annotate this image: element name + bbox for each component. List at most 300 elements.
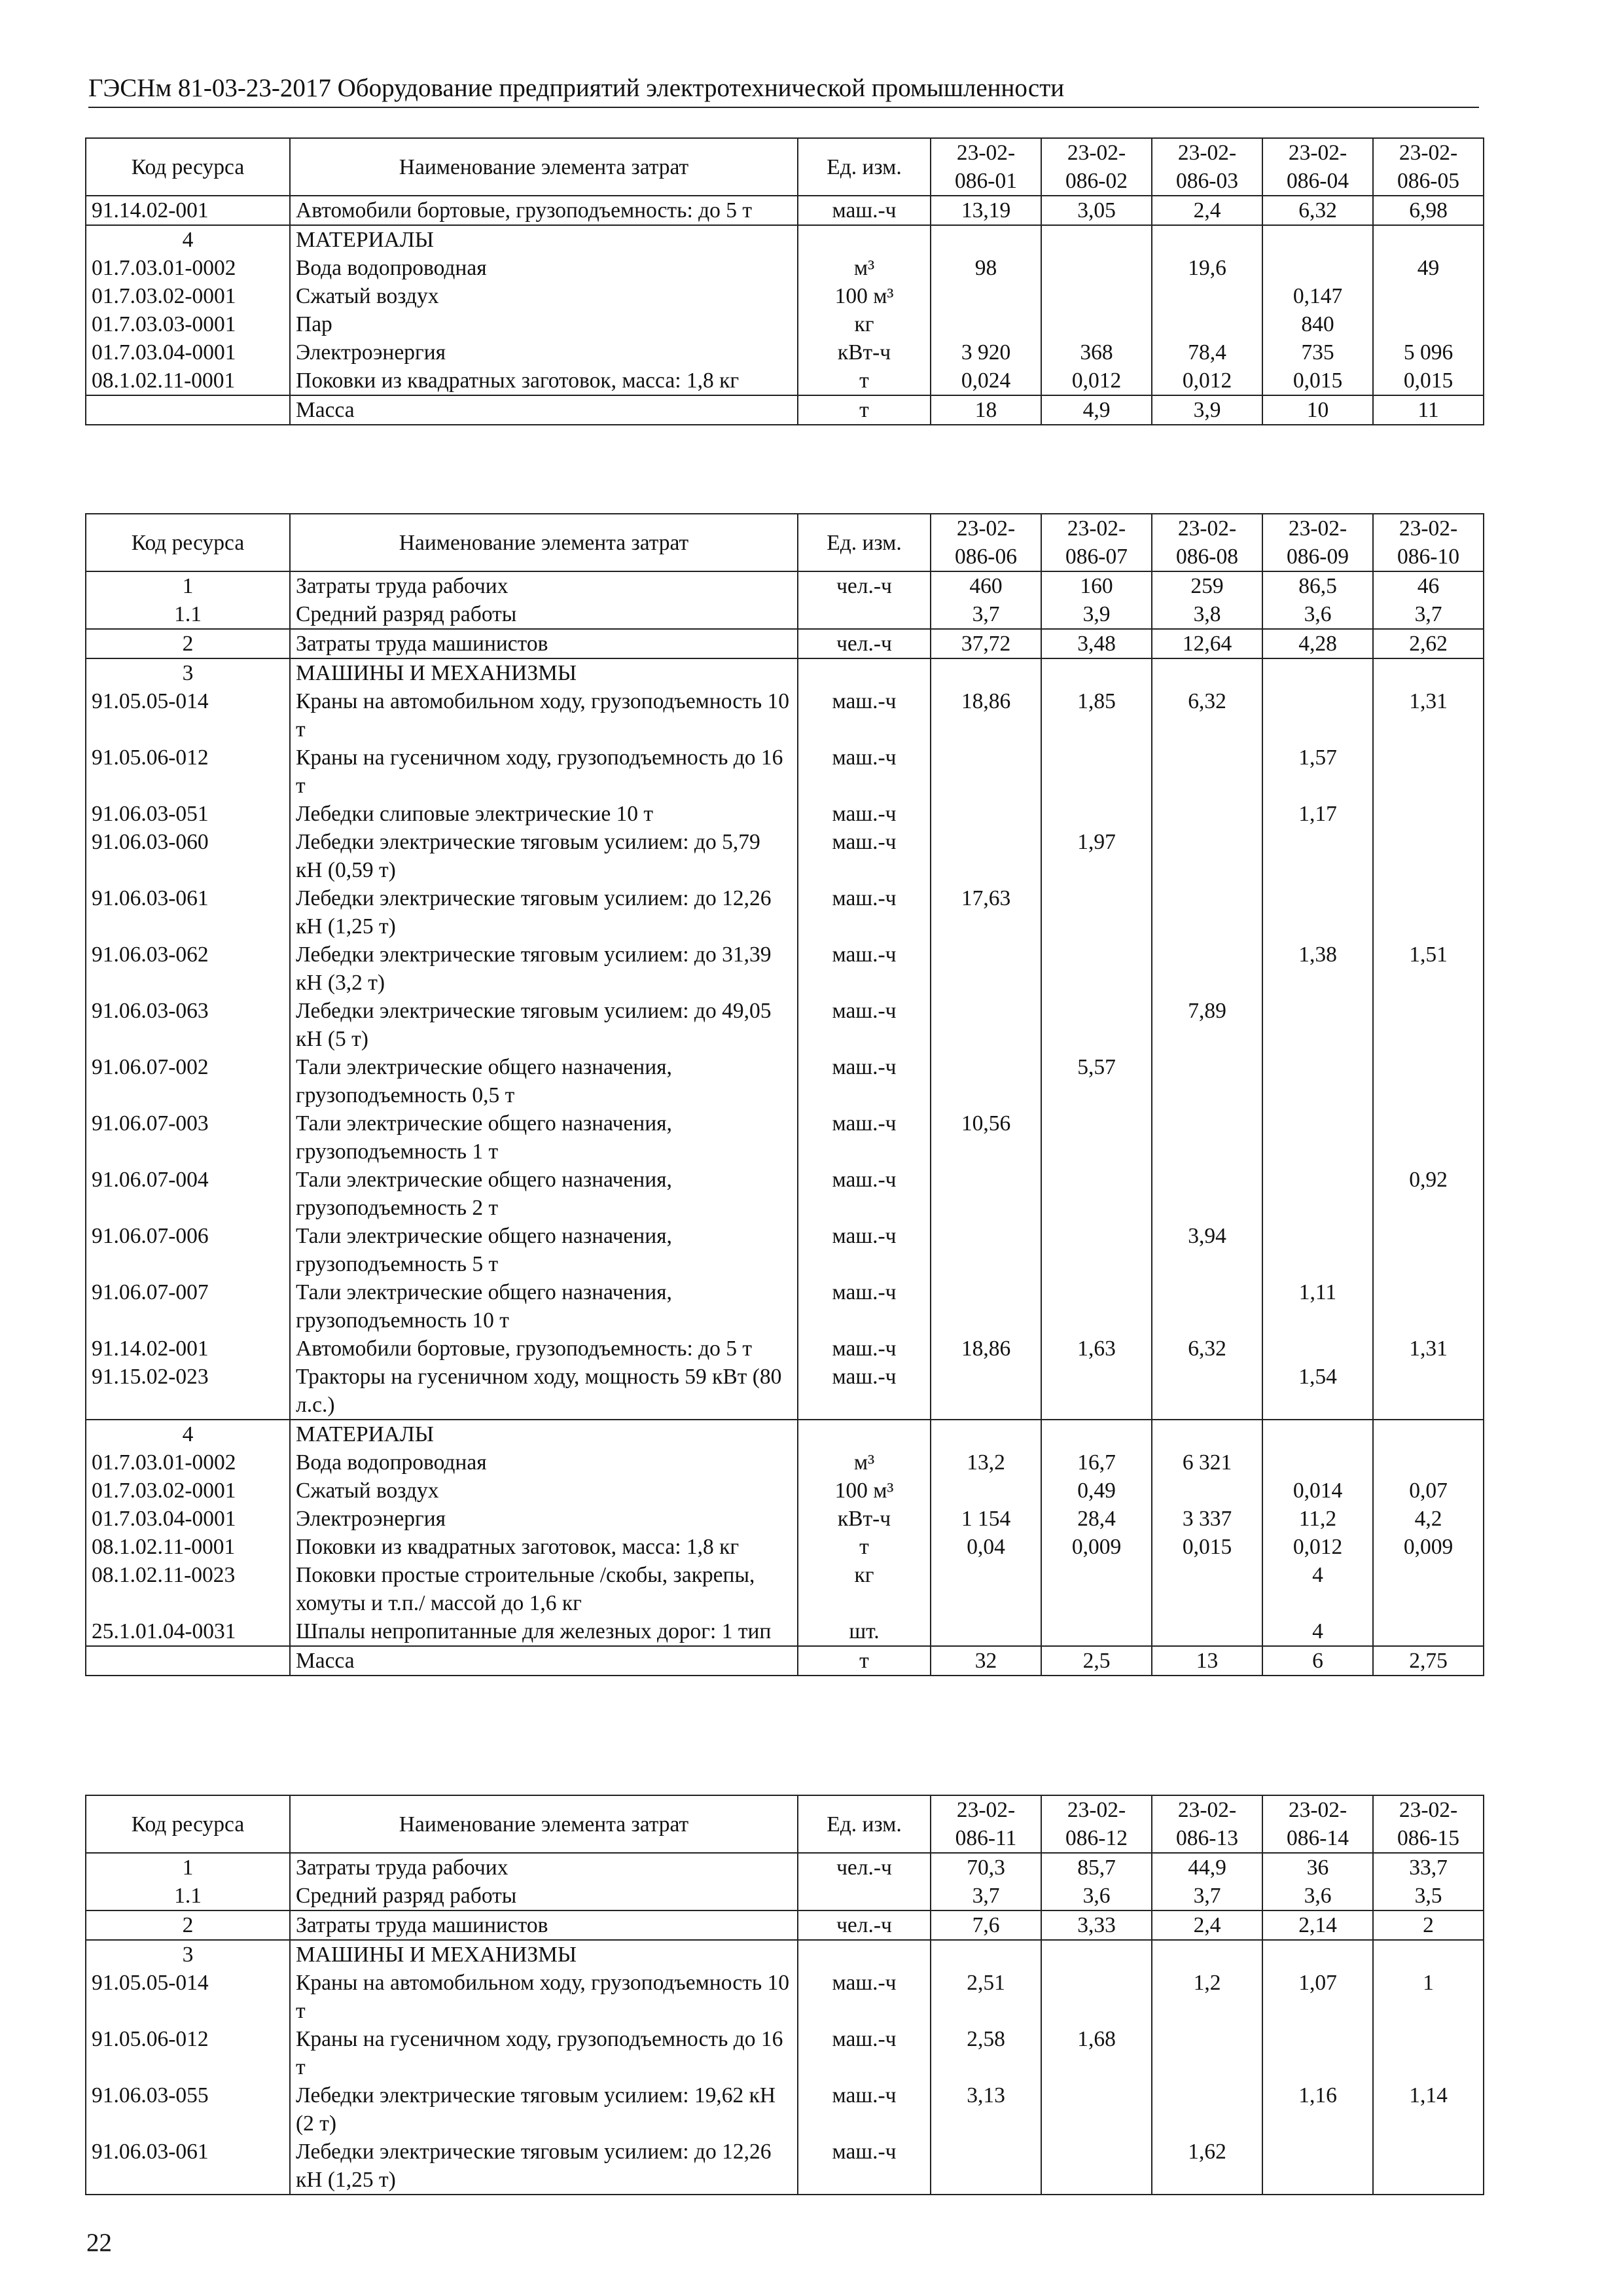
resource-value: 0,012 [1041,367,1152,395]
resource-value: 12,64 [1152,629,1262,658]
resource-name: Тали электрические общего назначения, грузоподъемность 5 т [290,1222,798,1278]
resource-unit: 100 м³ [798,282,931,310]
resource-unit: маш.-ч [798,884,931,941]
resource-unit [798,1940,931,1969]
resource-value [1262,687,1373,744]
resource-unit: маш.-ч [798,1166,931,1222]
resource-value [1373,828,1484,884]
resource-unit: маш.-ч [798,1109,931,1166]
resource-value: 4,2 [1373,1505,1484,1533]
resource-name: МАТЕРИАЛЫ [290,1420,798,1448]
resource-code: 91.06.03-063 [86,997,290,1053]
resource-value [1262,997,1373,1053]
resource-unit: маш.-ч [798,196,931,225]
resource-value: 78,4 [1152,338,1262,367]
resource-value [1152,310,1262,338]
resource-code: 1 [86,1853,290,1882]
resource-value: 3,13 [931,2081,1041,2138]
resource-value: 3,5 [1373,1882,1484,1910]
header-norm-code: 23-02- 086-10 [1373,514,1484,571]
resource-value [1041,1940,1152,1969]
resource-unit: чел.-ч [798,571,931,600]
resource-value [1041,1561,1152,1617]
resource-code: 01.7.03.03-0001 [86,310,290,338]
resource-name: Затраты труда машинистов [290,1910,798,1940]
resource-value: 6 321 [1152,1448,1262,1477]
resource-unit: шт. [798,1617,931,1646]
resource-value [1152,1278,1262,1335]
resource-value: 49 [1373,254,1484,282]
table-row [86,1053,1484,1109]
resource-value: 18,86 [931,1335,1041,1363]
resource-value: 1,38 [1262,941,1373,997]
resource-value [1152,1053,1262,1109]
resource-value [1373,2025,1484,2081]
resource-code: 2 [86,1910,290,1940]
table-row [86,884,1484,941]
resource-value [1152,828,1262,884]
resource-code: 01.7.03.04-0001 [86,1505,290,1533]
resource-value [1262,658,1373,687]
resource-value [1262,1053,1373,1109]
resource-value: 160 [1041,571,1152,600]
resource-value: 1,51 [1373,941,1484,997]
resource-unit: маш.-ч [798,2025,931,2081]
resource-value [1152,884,1262,941]
resource-unit: чел.-ч [798,629,931,658]
resource-value [931,1561,1041,1617]
resource-unit: т [798,1533,931,1561]
page-header-title: ГЭСНм 81-03-23-2017 Оборудование предприятий электротехнической промышленности [88,73,1479,108]
resource-code: 91.06.07-003 [86,1109,290,1166]
resource-code: 01.7.03.02-0001 [86,282,290,310]
resource-value [1152,225,1262,254]
header-code: Код ресурса [86,138,290,196]
resource-unit: маш.-ч [798,744,931,800]
header-name: Наименование элемента затрат [290,1795,798,1853]
resource-code: 3 [86,1940,290,1969]
resource-value [1152,1420,1262,1448]
resource-value [1262,1109,1373,1166]
resource-unit: маш.-ч [798,1363,931,1420]
resource-code: 08.1.02.11-0001 [86,1533,290,1561]
resource-value [931,1222,1041,1278]
resource-value [1041,884,1152,941]
resource-name: Лебедки электрические тяговым усилием: до 5,79 кН (0,59 т) [290,828,798,884]
resource-value: 37,72 [931,629,1041,658]
table-row [86,1910,1484,1940]
header-unit: Ед. изм. [798,514,931,571]
resource-value: 2,62 [1373,629,1484,658]
resource-value [1041,2081,1152,2138]
resource-unit: маш.-ч [798,1969,931,2025]
resource-value [1041,225,1152,254]
resource-value [1041,282,1152,310]
resource-value [931,1278,1041,1335]
resource-value: 6,32 [1152,687,1262,744]
resource-value [931,1166,1041,1222]
resource-value: 1,54 [1262,1363,1373,1420]
resource-value: 3,9 [1152,395,1262,425]
resource-code: 91.14.02-001 [86,196,290,225]
header-unit: Ед. изм. [798,138,931,196]
table-row [86,310,1484,338]
resource-code: 91.06.03-055 [86,2081,290,2138]
resource-value: 1,62 [1152,2138,1262,2195]
table-row [86,1166,1484,1222]
resource-name: Тали электрические общего назначения, грузоподъемность 0,5 т [290,1053,798,1109]
resource-value: 1,17 [1262,800,1373,828]
resource-value: 0,49 [1041,1477,1152,1505]
resource-value [931,997,1041,1053]
resource-name: Краны на автомобильном ходу, грузоподъемность 10 т [290,1969,798,2025]
resource-value [1041,1363,1152,1420]
resource-value: 3,7 [1373,600,1484,629]
resource-value: 3,6 [1262,600,1373,629]
resource-value [931,941,1041,997]
resource-code: 25.1.01.04-0031 [86,1617,290,1646]
resource-code: 91.05.06-012 [86,2025,290,2081]
resource-value [1041,310,1152,338]
resource-name: Автомобили бортовые, грузоподъемность: до 5 т [290,196,798,225]
resource-code [86,395,290,425]
resource-value [1152,800,1262,828]
resource-value [1373,1053,1484,1109]
resource-value [1152,1940,1262,1969]
resource-value: 86,5 [1262,571,1373,600]
resource-code: 4 [86,225,290,254]
resource-name: Вода водопроводная [290,254,798,282]
resource-unit [798,658,931,687]
resource-value [1373,997,1484,1053]
resource-value [931,1617,1041,1646]
resource-value: 735 [1262,338,1373,367]
resource-value: 10 [1262,395,1373,425]
table-header-row [86,1795,1484,1853]
resource-value: 0,147 [1262,282,1373,310]
resource-value: 3,7 [931,600,1041,629]
header-norm-code: 23-02- 086-14 [1262,1795,1373,1853]
resource-value [931,828,1041,884]
resource-value [1373,310,1484,338]
resource-value [931,1053,1041,1109]
table-row [86,800,1484,828]
table-row [86,1222,1484,1278]
resource-value: 1,11 [1262,1278,1373,1335]
resource-value [1152,2025,1262,2081]
resource-value: 13 [1152,1646,1262,1676]
resource-code: 08.1.02.11-0001 [86,367,290,395]
table-row [86,1420,1484,1448]
resource-value: 6,98 [1373,196,1484,225]
resource-value: 2,14 [1262,1910,1373,1940]
table-row [86,571,1484,600]
resource-value: 1 154 [931,1505,1041,1533]
resource-value [1262,1166,1373,1222]
resource-value: 0,009 [1041,1533,1152,1561]
resource-value: 3,7 [931,1882,1041,1910]
resource-value: 0,07 [1373,1477,1484,1505]
resource-unit: маш.-ч [798,687,931,744]
resource-value [1373,225,1484,254]
table-row [86,600,1484,629]
resource-value: 0,92 [1373,1166,1484,1222]
resource-name: Тракторы на гусеничном ходу, мощность 59 кВт (80 л.с.) [290,1363,798,1420]
table-row [86,1109,1484,1166]
resource-value [1373,1940,1484,1969]
table-row [86,1533,1484,1561]
resource-value: 13,19 [931,196,1041,225]
resource-name: Средний разряд работы [290,1882,798,1910]
resource-value: 3,48 [1041,629,1152,658]
resource-value [1373,1109,1484,1166]
resource-value [1262,1335,1373,1363]
header-name: Наименование элемента затрат [290,138,798,196]
resource-value: 4,9 [1041,395,1152,425]
resource-value: 2,75 [1373,1646,1484,1676]
resource-value [1373,800,1484,828]
resource-value: 3 337 [1152,1505,1262,1533]
resource-name: Вода водопроводная [290,1448,798,1477]
resource-unit: чел.-ч [798,1910,931,1940]
resource-unit: кВт-ч [798,1505,931,1533]
resource-unit: маш.-ч [798,2138,931,2195]
resource-value [1041,2138,1152,2195]
header-norm-code: 23-02- 086-03 [1152,138,1262,196]
resource-code: 91.06.07-004 [86,1166,290,1222]
resource-value: 3,6 [1041,1882,1152,1910]
resource-value [1152,2081,1262,2138]
resource-code: 4 [86,1420,290,1448]
resource-value [1152,658,1262,687]
resource-name: Затраты труда рабочих [290,1853,798,1882]
resource-name: Затраты труда машинистов [290,629,798,658]
header-norm-code: 23-02- 086-05 [1373,138,1484,196]
resource-unit: т [798,395,931,425]
resource-unit [798,1420,931,1448]
table-row [86,2025,1484,2081]
resource-value [931,225,1041,254]
resource-value [1152,941,1262,997]
resource-name: Поковки из квадратных заготовок, масса: 1,8 кг [290,367,798,395]
resource-value: 46 [1373,571,1484,600]
table-row [86,225,1484,254]
resource-value [1373,658,1484,687]
resource-unit: маш.-ч [798,2081,931,2138]
resource-value [1041,1222,1152,1278]
header-name: Наименование элемента затрат [290,514,798,571]
resource-value [931,310,1041,338]
resource-name: Поковки простые строительные /скобы, закрепы, хомуты и т.п./ массой до 1,6 кг [290,1561,798,1617]
resource-code: 91.06.07-006 [86,1222,290,1278]
resource-name: Тали электрические общего назначения, грузоподъемность 2 т [290,1166,798,1222]
header-code: Код ресурса [86,1795,290,1853]
resource-name: МАТЕРИАЛЫ [290,225,798,254]
header-norm-code: 23-02- 086-15 [1373,1795,1484,1853]
resource-value: 0,014 [1262,1477,1373,1505]
header-norm-code: 23-02- 086-02 [1041,138,1152,196]
resource-unit: маш.-ч [798,800,931,828]
resource-value: 7,89 [1152,997,1262,1053]
resource-name: Масса [290,395,798,425]
resource-value: 3,9 [1041,600,1152,629]
header-norm-code: 23-02- 086-06 [931,514,1041,571]
resource-value: 6,32 [1262,196,1373,225]
resource-value: 0,009 [1373,1533,1484,1561]
table-row [86,254,1484,282]
resource-unit: т [798,1646,931,1676]
resource-value: 1,63 [1041,1335,1152,1363]
resource-unit: маш.-ч [798,828,931,884]
table-row [86,1448,1484,1477]
header-norm-code: 23-02- 086-01 [931,138,1041,196]
table-row [86,1477,1484,1505]
resource-code: 01.7.03.01-0002 [86,1448,290,1477]
table-row [86,282,1484,310]
resource-value [1041,744,1152,800]
resource-value: 6,32 [1152,1335,1262,1363]
resource-name: Масса [290,1646,798,1676]
resource-value: 2,58 [931,2025,1041,2081]
table-header-row [86,138,1484,196]
resource-name: Сжатый воздух [290,1477,798,1505]
resource-table [85,137,1484,425]
resource-name: Лебедки электрические тяговым усилием: до 12,26 кН (1,25 т) [290,2138,798,2195]
resource-value [1152,1477,1262,1505]
resource-value: 0,012 [1152,367,1262,395]
resource-value: 1 [1373,1969,1484,2025]
resource-value [1041,254,1152,282]
resource-code: 91.05.05-014 [86,687,290,744]
resource-name: Электроэнергия [290,1505,798,1533]
resource-name: Затраты труда рабочих [290,571,798,600]
resource-value: 33,7 [1373,1853,1484,1882]
resource-code: 1 [86,571,290,600]
resource-value [1262,1222,1373,1278]
resource-unit: маш.-ч [798,997,931,1053]
resource-name: Поковки из квадратных заготовок, масса: 1,8 кг [290,1533,798,1561]
resource-value: 1,31 [1373,1335,1484,1363]
resource-unit: м³ [798,254,931,282]
resource-value [1041,1166,1152,1222]
resource-name: Лебедки слиповые электрические 10 т [290,800,798,828]
resource-value [1373,1448,1484,1477]
resource-value: 36 [1262,1853,1373,1882]
resource-value: 1,57 [1262,744,1373,800]
resource-code: 91.14.02-001 [86,1335,290,1363]
resource-value: 0,04 [931,1533,1041,1561]
resource-name: Тали электрические общего назначения, грузоподъемность 10 т [290,1278,798,1335]
table-row [86,1363,1484,1420]
resource-value: 2,4 [1152,1910,1262,1940]
resource-value: 17,63 [931,884,1041,941]
table-row [86,196,1484,225]
resource-name: МАШИНЫ И МЕХАНИЗМЫ [290,658,798,687]
resource-value [931,282,1041,310]
resource-value: 11 [1373,395,1484,425]
table-row [86,1505,1484,1533]
resource-value: 1,07 [1262,1969,1373,2025]
table-row [86,629,1484,658]
resource-code: 91.06.03-062 [86,941,290,997]
resource-value: 85,7 [1041,1853,1152,1882]
resource-name: Лебедки электрические тяговым усилием: до 31,39 кН (3,2 т) [290,941,798,997]
resource-value [1041,658,1152,687]
resource-value [1152,1561,1262,1617]
resource-value [931,658,1041,687]
resource-value [931,744,1041,800]
resource-value: 4,28 [1262,629,1373,658]
resource-value [1262,1940,1373,1969]
resource-value: 259 [1152,571,1262,600]
resource-value: 7,6 [931,1910,1041,1940]
resource-value [1152,744,1262,800]
resource-value [1041,997,1152,1053]
resource-value: 6 [1262,1646,1373,1676]
resource-unit: маш.-ч [798,1222,931,1278]
resource-value: 0,015 [1152,1533,1262,1561]
resource-value: 3,6 [1262,1882,1373,1910]
resource-value: 4 [1262,1617,1373,1646]
resource-value [1152,1617,1262,1646]
resource-value: 18 [931,395,1041,425]
resource-value [1152,282,1262,310]
resource-value [1152,1166,1262,1222]
resource-value [1041,941,1152,997]
resource-value: 5,57 [1041,1053,1152,1109]
resource-value [931,1477,1041,1505]
resource-value: 2,4 [1152,196,1262,225]
resource-unit: кВт-ч [798,338,931,367]
resource-code: 91.06.07-007 [86,1278,290,1335]
resource-name: Пар [290,310,798,338]
header-norm-code: 23-02- 086-13 [1152,1795,1262,1853]
table-header-row [86,514,1484,571]
resource-value: 1,68 [1041,2025,1152,2081]
resource-value: 1,85 [1041,687,1152,744]
header-unit: Ед. изм. [798,1795,931,1853]
table-row [86,2138,1484,2195]
resource-code: 91.06.07-002 [86,1053,290,1109]
resource-value [1373,744,1484,800]
resource-table [85,513,1484,1676]
resource-name: Краны на автомобильном ходу, грузоподъемность 10 т [290,687,798,744]
resource-code: 01.7.03.01-0002 [86,254,290,282]
resource-value: 0,024 [931,367,1041,395]
table-row [86,941,1484,997]
resource-value: 4 [1262,1561,1373,1617]
resource-value [931,1363,1041,1420]
resource-value: 0,015 [1262,367,1373,395]
resource-value [1373,2138,1484,2195]
resource-name: Краны на гусеничном ходу, грузоподъемность до 16 т [290,744,798,800]
resource-value [931,1420,1041,1448]
resource-name: Сжатый воздух [290,282,798,310]
resource-value: 19,6 [1152,254,1262,282]
resource-code: 01.7.03.02-0001 [86,1477,290,1505]
table-row [86,1940,1484,1969]
resource-value [1262,2025,1373,2081]
resource-unit: маш.-ч [798,1278,931,1335]
resource-name: Тали электрические общего назначения, грузоподъемность 1 т [290,1109,798,1166]
resource-value [1152,1109,1262,1166]
resource-value: 2,51 [931,1969,1041,2025]
resource-name: Лебедки электрические тяговым усилием: 19,62 кН (2 т) [290,2081,798,2138]
header-norm-code: 23-02- 086-12 [1041,1795,1152,1853]
resource-unit [798,1882,931,1910]
resource-unit [798,225,931,254]
resource-value [931,1940,1041,1969]
